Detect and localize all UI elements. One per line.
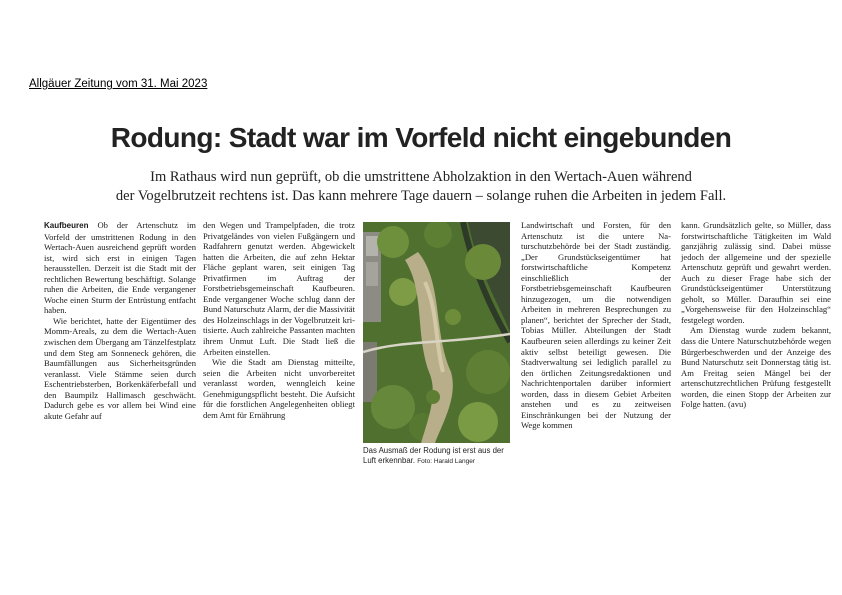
- article-column-1: [44, 220, 196, 421]
- paragraph-text: Ob der Artenschutz im Vorfeld der umstrittenen Rodung in den Wertach-Auen ausreichend geprüft worden ist, wird sich erst in einigen Tagen herausstellen. Derzeit ist die Stadt mit der rechtlichen Bewertung beschäftigt. Solange ruhen die Arbeiten, die Ende vergangener Woche einen Sturm der Entrüstung entfacht haben.: [44, 220, 196, 316]
- article-paragraph: den Wegen und Trampelpfaden, die trotz Privatgeländes von vielen Fußgängern und Radfahrern genutzt werden. Abgewickelt hatten die Arbeiten, die auf zehn Hektar Fläche geplant waren, seit einigen Tag Privatfirmen im Auftrag der Forstbetriebsgemeinschaft Kaufbeuren. Ende vergangener Woche schlug dann der Bund Naturschutz Alarm, der die Massivität des Holzeinschlags in der Vogelbrutzeit kritisierte. Auch zahlreiche Passanten machten ihrem Unmut Luft. Die Stadt ließ die Arbeiten einstellen.: [203, 220, 355, 357]
- article-column-2: [203, 220, 355, 420]
- subheadline: [60, 168, 782, 206]
- article-paragraph: Landwirtschaft und Forsten, für den Artenschutz ist die untere Naturschutzbehörde bei der Stadt zuständig. „Der Grundstückseigentümer hat forstwirtschaftliche Kompetenz einschließlich der Forstbetriebsgemeinschaft Kaufbeuren hinzugezogen, um die notwendigen Arbeiten in mehreren Besprechungen zu planen“, berichtet der Sprecher der Stadt, Tobias Müller. Abteilungen der Stadt Kaufbeuren seien allerdings zu keiner Zeit aktiv selbst beteiligt gewesen. Die Stadtverwaltung sei lediglich parallel zu den örtlichen Zeitungsredaktionen und Nachrichtenportalen darüber informiert worden, dass in diesem Gebiet Arbeiten anstehen und es zu zeitweisen Einschränkungen bei der Nutzung der Wege kommen: [521, 220, 671, 431]
- caption-text: Das Ausmaß der Rodung ist erst aus der Luft erkennbar.: [363, 446, 504, 465]
- headline: Rodung: Stadt war im Vorfeld nicht eingebunden: [110, 122, 732, 153]
- dateline: Kaufbeuren: [44, 221, 89, 230]
- article-paragraph: [44, 220, 196, 316]
- article-paragraph: kann. Grundsätzlich gelte, so Müller, dass forstwirtschaftliche Tätigkeiten im Wald ganzjährig zulässig sind. Dabei müsse jedoch der allgemeine und der spezielle Artenschutz geprüft und gewahrt werden. Auch zu dieser Frage habe sich der Grundstückseigentümer Unterstützung geholt, so Müller. Daraufhin sei eine „Vorgehensweise für den Holzeinschlag“ festgelegt worden.: [681, 220, 831, 325]
- article-paragraph: Am Dienstag wurde zudem bekannt, dass die Untere Naturschutzbehörde wegen Bürgerbeschwerden und der Anzeige des Bund Naturschutz seit Donnerstag tätig ist. Am Freitag seien Mängel bei der artenschutzrechtlichen Prüfung festgestellt worden, die einen Stopp der Arbeiten zur Folge hatten. (avu): [681, 325, 831, 410]
- source-line: Allgäuer Zeitung vom 31. Mai 2023: [29, 78, 208, 90]
- photo-credit: Foto: Harald Langer: [417, 458, 476, 465]
- photo-caption: [363, 446, 513, 467]
- subheadline-line-2: der Vogelbrutzeit rechtens ist. Das kann mehrere Tage dauern – solange ruhen die Arbeiten in jedem Fall.: [115, 188, 727, 204]
- article-column-4: [521, 220, 671, 431]
- article-paragraph: Wie die Stadt am Dienstag mitteilte, seien die Arbeiten nicht unvorbereitet veranlasst worden, wenngleich keine Genehmigungspflicht besteht. Die Aufsicht für die forstlichen Angelegenheiten obliegt dem Amt für Ernährung: [203, 357, 355, 420]
- article-paragraph: Wie berichtet, hatte der Eigentümer des Momm-Areals, zu dem die Wertach-Auen zwischen dem Übergang am Tänzelfestplatz und dem Steg am Sonneneck gehören, die Baumfällungen aus Sicherheitsgründen veranlasst. Viele Stämme seien durch Eschentriebsterben, Borkenkäferbefall und den Baumpilz Hallimasch geschwächt. Dadurch gebe es vor allem bei Wind eine akute Gefahr auf: [44, 315, 196, 421]
- subheadline-line-1: Im Rathaus wird nun geprüft, ob die umstrittene Abholzaktion in den Wertach-Auen während: [150, 169, 692, 185]
- article-column-5: [681, 220, 831, 410]
- aerial-photo: [363, 222, 510, 443]
- aerial-forest-image: [363, 222, 510, 443]
